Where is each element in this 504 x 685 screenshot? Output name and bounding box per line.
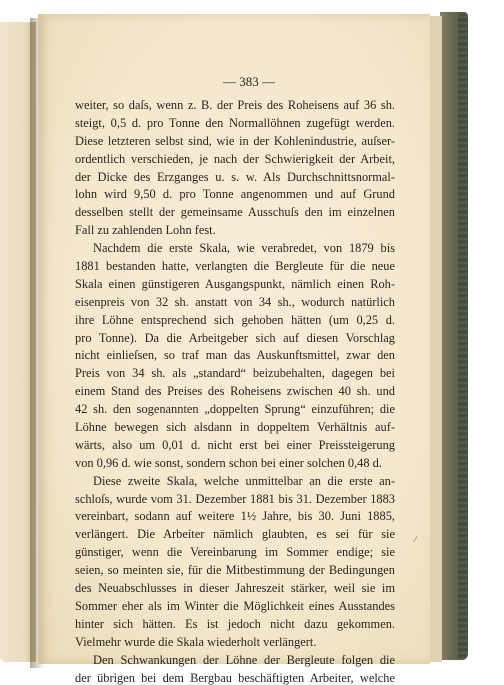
text-line: des Neuabschlusses in dieser Jahreszeit stärker, weil sie im [75,581,395,596]
text-line: Nachdem die erste Skala, wie verabredet, von 1879 bis [93,241,395,256]
text-line: nicht einlieſsen, so traf man das Auskunftsmittel, zwar den [75,348,395,363]
text-line: Diese zweite Skala, welche unmittelbar an die erste an- [93,473,395,488]
text-line: ordentlich verschieden, je nach der Schwierigkeit der Arbeit, [75,151,395,166]
text-line: eisenpreis von 32 sh. anstatt von 34 sh., wodurch natürlich [75,294,395,309]
text-line: Sommer eher als im Winter die Möglichkeit eines Ausstandes [75,598,395,613]
text-line: hinter sich hätten. Es ist jedoch nicht dazu gekommen. [75,616,395,631]
book-page [38,14,430,685]
text-line: Vielmehr wurde die Skala wiederholt verlängert. [75,634,317,649]
text-line: Den Schwankungen der Löhne der Bergleute folgen die [93,652,395,667]
text-line: von 0,96 d. wie sonst, sondern schon bei einer solchen 0,48 d. [75,455,382,470]
text-line: pro Tonne). Da die Arbeitgeber sich auf diesen Vorschlag [75,330,395,345]
cover-binding [458,14,468,658]
text-line: 1881 bestanden hatte, verlangten die Bergleute für die neue [75,259,395,274]
text-line: der Dicke des Erzganges u. s. w. Als Durchschnittsnormal- [75,169,395,184]
text-line: lohn wird 9,50 d. pro Tonne angenommen und auf Grund [75,187,395,202]
text-line: desselben stellt der gemeinsame Ausschuſs den im einzelnen [75,205,395,220]
margin-pencil-mark: / [412,533,418,546]
text-line: Löhne bewegen sich alsdann in doppeltem Verhältnis auf- [75,420,395,435]
text-line: seien, so meinten sie, für die Mitbestimmung der Bedingungen [75,563,395,578]
body-text [75,97,395,685]
text-line: ihre Löhne entsprechend sich gehoben hätten (um 0,25 d. [75,312,395,327]
text-line: vereinbart, sodann auf weitere 1½ Jahre, bis 30. Juni 1885, [75,509,395,524]
page-number: — 383 — [223,74,275,89]
text-line: günstiger, wenn die Vereinbarung im Sommer endige; sie [75,545,395,560]
text-line: Fall zu zahlenden Lohn fest. [75,223,216,238]
text-line: schloſs, wurde vom 31. Dezember 1881 bis 31. Dezember 1883 [75,491,395,506]
text-line: der übrigen bei dem Bergbau beschäftigten Arbeiter, welche [75,670,395,685]
text-line: weiter, so daſs, wenn z. B. der Preis des Roheisens auf 36 sh. [75,98,395,112]
text-line: Diese letzteren selbst sind, wie in der Kohlenindustrie, auſser- [75,133,395,148]
text-line: steigt, 0,5 d. pro Tonne den Normallöhnen zugefügt werden. [75,115,395,130]
text-line: wärts, also um 0,01 d. nicht erst bei einer Preissteigerung [75,437,395,452]
text-line: verlängert. Die Arbeiter nämlich glaubten, es sei für sie [75,527,395,542]
text-line: Preis von 34 sh. als „standard“ beizubehalten, dagegen bei [75,366,395,381]
text-line: 42 sh. den sogenannten „doppelten Sprung“ einzuführen; die [75,402,395,417]
text-line: Skala einen günstigeren Ausgangspunkt, nämlich einen Roh- [75,276,395,291]
text-line: einem Stand des Preises des Roheisens zwischen 40 sh. und [75,384,395,399]
